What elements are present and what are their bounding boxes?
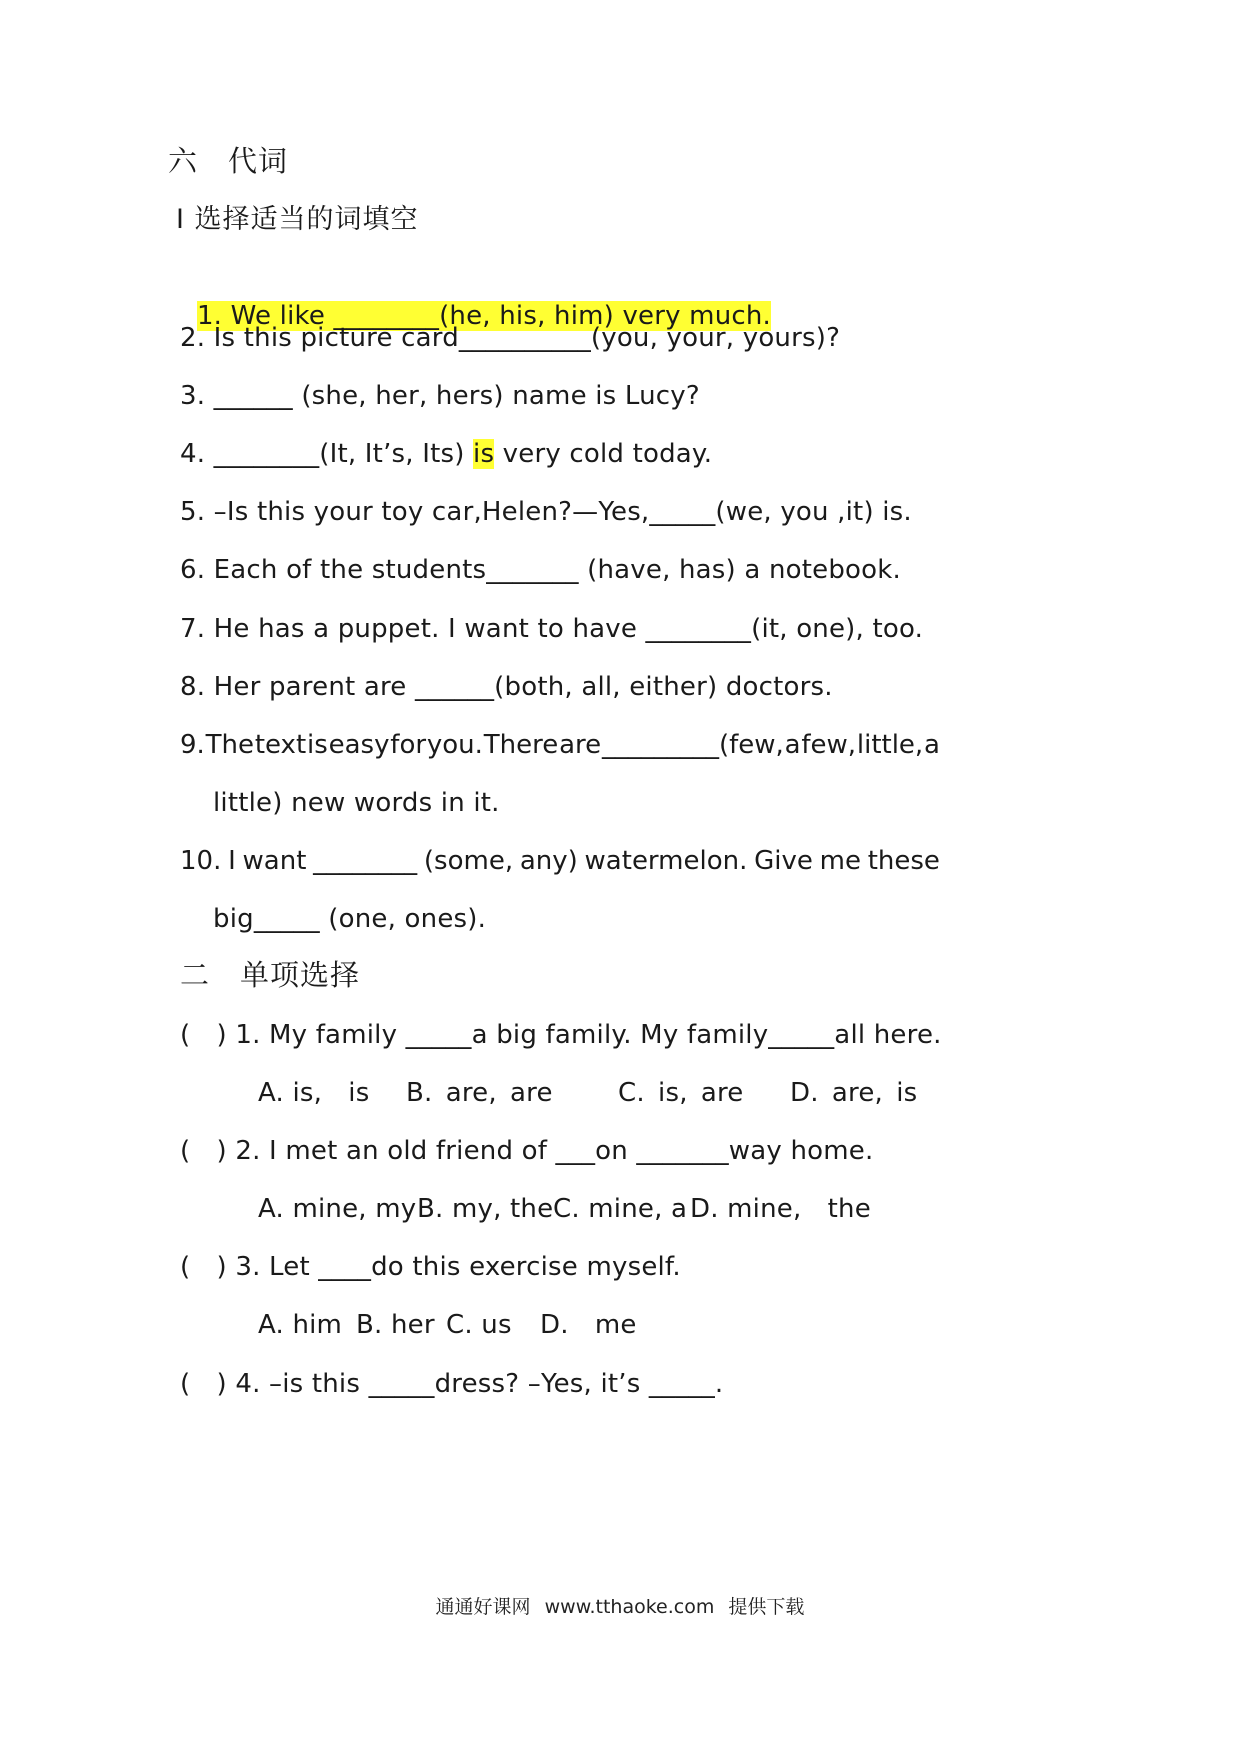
word: watermelon. bbox=[584, 846, 748, 876]
highlighted-text: 1. We like ________(he, his, him) very much. bbox=[196, 301, 772, 331]
list-item: 6. Each of the students_______ (have, has) a notebook. bbox=[180, 555, 901, 585]
word: these bbox=[867, 846, 940, 876]
word: ________ bbox=[313, 846, 418, 876]
footer-note: 提供下载 bbox=[728, 1596, 805, 1618]
page-footer bbox=[0, 1592, 1240, 1619]
option: A. him bbox=[258, 1310, 343, 1340]
item-text: 4. ________(It, It’s, Its) bbox=[180, 439, 474, 469]
word: _________(few, bbox=[601, 730, 784, 760]
list-item: 7. He has a puppet. I want to have ________(it, one), too. bbox=[180, 614, 924, 644]
section-subtitle: I 选择适当的词填空 bbox=[176, 204, 419, 235]
word: me bbox=[819, 846, 861, 876]
section-title-pronouns: 六 代词 bbox=[168, 144, 289, 178]
list-item-continuation: big_____ (one, ones). bbox=[213, 904, 487, 934]
word: few, bbox=[801, 730, 857, 760]
section-title-multiple-choice: 二 单项选择 bbox=[180, 958, 361, 992]
footer-site-name: 通通好课网 bbox=[435, 1596, 531, 1618]
question: ( ) 4. –is this _____dress? –Yes, it’s _____. bbox=[180, 1369, 724, 1399]
question: ( ) 3. Let ____do this exercise myself. bbox=[180, 1252, 681, 1282]
list-item: 2. Is this picture card__________(you, your, yours)? bbox=[180, 323, 841, 353]
option: D. mine, the bbox=[690, 1194, 871, 1224]
list-item-justified bbox=[180, 843, 940, 879]
word: I bbox=[228, 846, 236, 876]
list-item: 8. Her parent are ______(both, all, either) doctors. bbox=[180, 672, 833, 702]
option: B. are, are bbox=[406, 1078, 553, 1108]
word: 10. bbox=[180, 846, 222, 876]
word: want bbox=[242, 846, 307, 876]
word: you. bbox=[426, 730, 483, 760]
option: A. mine, my bbox=[258, 1194, 417, 1224]
word: The bbox=[205, 730, 254, 760]
list-item-justified bbox=[180, 727, 940, 763]
list-item-continuation: little) new words in it. bbox=[213, 788, 500, 818]
option: C. us bbox=[446, 1310, 512, 1340]
word: are bbox=[559, 730, 602, 760]
option: B. her bbox=[356, 1310, 435, 1340]
question: ( ) 1. My family _____a big family. My family_____all here. bbox=[180, 1020, 942, 1050]
word: a bbox=[784, 730, 801, 760]
option: D. me bbox=[540, 1310, 637, 1340]
word: (some, bbox=[423, 846, 514, 876]
word: little, bbox=[856, 730, 924, 760]
word: any) bbox=[519, 846, 578, 876]
question: ( ) 2. I met an old friend of ___on _______way home. bbox=[180, 1136, 874, 1166]
option: B. my, the bbox=[417, 1194, 554, 1224]
word: text bbox=[254, 730, 307, 760]
word: Give bbox=[754, 846, 813, 876]
list-item: 5. –Is this your toy car,Helen?—Yes,_____(we, you ,it) is. bbox=[180, 497, 912, 527]
list-item bbox=[180, 436, 712, 472]
word: for bbox=[390, 730, 427, 760]
footer-url[interactable]: www.tthaoke.com bbox=[544, 1596, 715, 1618]
option: C. mine, a bbox=[553, 1194, 688, 1224]
list-item: 3. ______ (she, her, hers) name is Lucy? bbox=[180, 381, 700, 411]
word: easy bbox=[328, 730, 390, 760]
word: is bbox=[306, 730, 328, 760]
word: a bbox=[924, 730, 940, 760]
option: D. are, is bbox=[790, 1078, 918, 1108]
highlighted-word: is bbox=[473, 439, 495, 469]
item-text: very cold today. bbox=[494, 439, 713, 469]
option: C. is, are bbox=[618, 1078, 744, 1108]
word: 9. bbox=[180, 730, 205, 760]
word: There bbox=[483, 730, 559, 760]
option: A. is, is bbox=[258, 1078, 370, 1108]
